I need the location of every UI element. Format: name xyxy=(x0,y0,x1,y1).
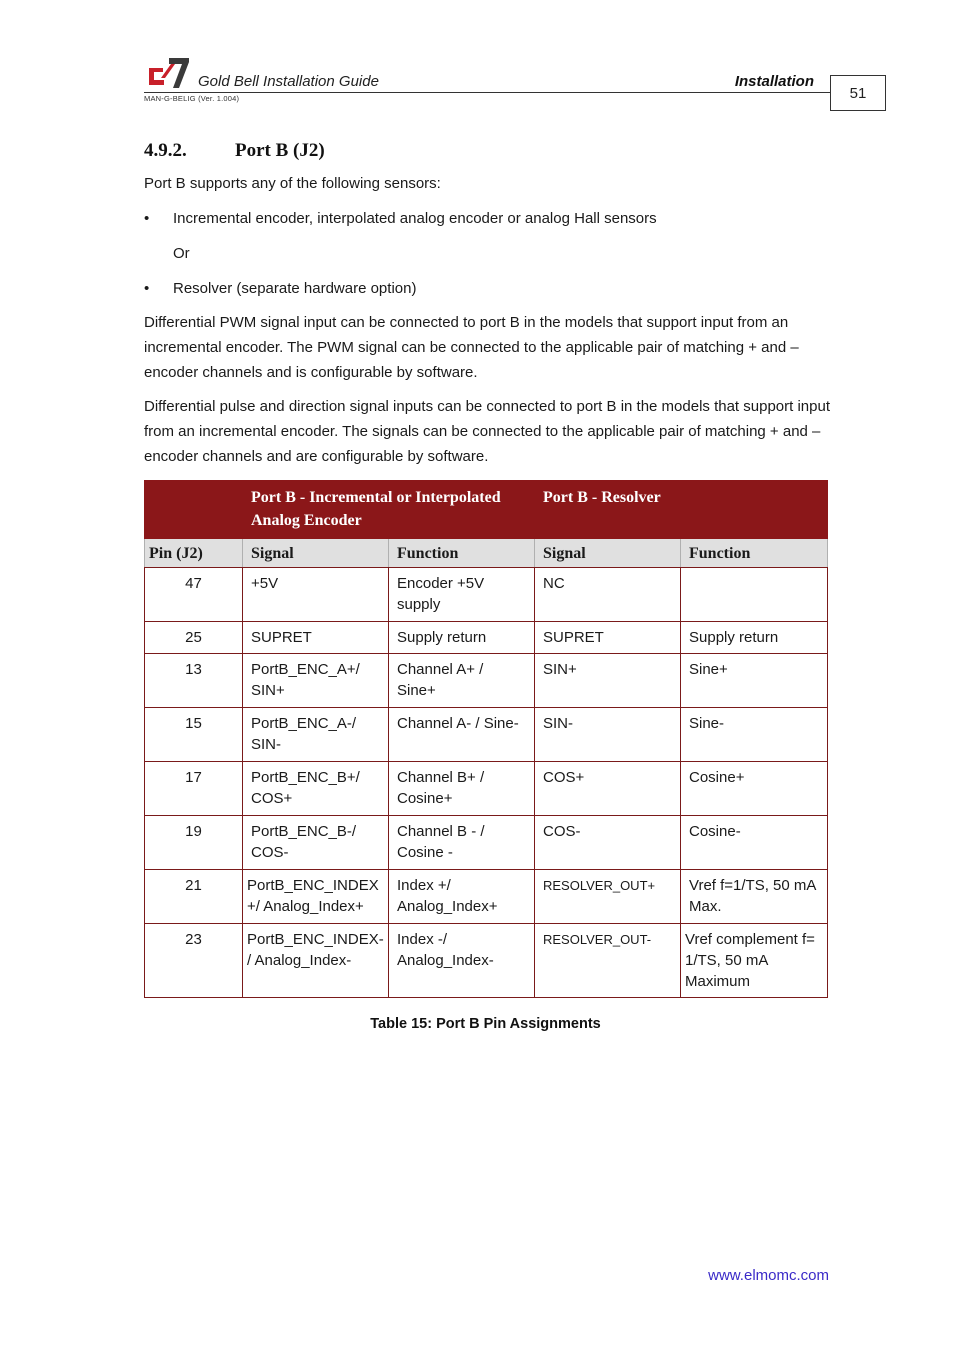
pin-cell: 17 xyxy=(145,762,243,816)
pin-cell: 47 xyxy=(145,568,243,622)
signal-cell: PortB_ENC_A+/ SIN+ xyxy=(243,654,389,708)
column-header-signal: Signal xyxy=(243,539,389,568)
pin-cell: 19 xyxy=(145,816,243,870)
group-header-blank xyxy=(145,481,243,539)
signal-cell: PortB_ENC_B+/ COS+ xyxy=(243,762,389,816)
function-cell: Index +/ Analog_Index+ xyxy=(389,870,535,924)
group-header-resolver: Port B - Resolver xyxy=(535,481,828,539)
signal-cell: PortB_ENC_INDEX +/ Analog_Index+ xyxy=(243,870,389,924)
function-cell: Channel B+ / Cosine+ xyxy=(389,762,535,816)
resolver-function-cell: Cosine- xyxy=(681,816,828,870)
resolver-function-cell: Supply return xyxy=(681,622,828,654)
resolver-signal-cell: SIN+ xyxy=(535,654,681,708)
column-header-resolver-signal: Signal xyxy=(535,539,681,568)
pin-assignment-table xyxy=(144,480,828,998)
resolver-signal-cell: RESOLVER_OUT- xyxy=(535,924,681,998)
document-title: Gold Bell Installation Guide xyxy=(198,73,379,90)
table-caption: Table 15: Port B Pin Assignments xyxy=(370,1016,601,1032)
signal-cell: SUPRET xyxy=(243,622,389,654)
pin-cell: 15 xyxy=(145,708,243,762)
section-title: Port B (J2) xyxy=(235,140,325,161)
column-header-pin: Pin (J2) xyxy=(145,539,243,568)
section-heading xyxy=(144,140,325,162)
intro-paragraph: Port B supports any of the following sensors: xyxy=(144,175,441,192)
table-row xyxy=(145,654,828,708)
table-row xyxy=(145,816,828,870)
list-item-text: Incremental encoder, interpolated analog encoder or analog Hall sensors xyxy=(173,210,657,227)
resolver-function-cell: Vref complement f= 1/TS, 50 mA Maximum xyxy=(681,924,828,998)
website-link[interactable]: www.elmomc.com xyxy=(708,1267,829,1284)
table-row xyxy=(145,622,828,654)
signal-cell: PortB_ENC_A-/ SIN- xyxy=(243,708,389,762)
function-cell: Index -/ Analog_Index- xyxy=(389,924,535,998)
function-cell: Channel A- / Sine- xyxy=(389,708,535,762)
section-number: 4.9.2. xyxy=(144,140,187,161)
resolver-signal-cell: COS+ xyxy=(535,762,681,816)
table-column-header-row xyxy=(145,539,828,568)
page-number: 51 xyxy=(830,75,886,111)
pulse-direction-paragraph: Differential pulse and direction signal inputs can be connected to port B in the models that support input from an incremental encoder. The signals can be connected to the applicable pair of matching + and – encoder channels and are configurable by software. xyxy=(144,398,830,465)
pin-cell: 25 xyxy=(145,622,243,654)
resolver-function-cell: Sine- xyxy=(681,708,828,762)
column-header-function: Function xyxy=(389,539,535,568)
resolver-signal-cell: NC xyxy=(535,568,681,622)
function-cell: Channel A+ / Sine+ xyxy=(389,654,535,708)
resolver-function-cell: Sine+ xyxy=(681,654,828,708)
resolver-signal-cell: SUPRET xyxy=(535,622,681,654)
resolver-signal-cell: RESOLVER_OUT+ xyxy=(535,870,681,924)
pin-cell: 21 xyxy=(145,870,243,924)
table-row xyxy=(145,708,828,762)
resolver-signal-cell: COS- xyxy=(535,816,681,870)
resolver-function-cell: Cosine+ xyxy=(681,762,828,816)
resolver-function-cell xyxy=(681,568,828,622)
function-cell: Channel B - / Cosine - xyxy=(389,816,535,870)
group-header-incremental: Port B - Incremental or Interpolated Analog Encoder xyxy=(243,481,535,539)
signal-cell: PortB_ENC_INDEX- / Analog_Index- xyxy=(243,924,389,998)
resolver-function-cell: Vref f=1/TS, 50 mA Max. xyxy=(681,870,828,924)
table-row xyxy=(145,568,828,622)
section-label: Installation xyxy=(734,73,814,90)
document-id: MAN-G-BELIG (Ver. 1.004) xyxy=(144,94,240,103)
pin-cell: 13 xyxy=(145,654,243,708)
table-row xyxy=(145,924,828,998)
header-divider xyxy=(144,92,830,93)
function-cell: Supply return xyxy=(389,622,535,654)
bullet-icon: • xyxy=(144,280,150,297)
elmo-logo-icon xyxy=(149,58,189,88)
pwm-paragraph: Differential PWM signal input can be connected to port B in the models that support input from an incremental encoder. The PWM signal can be connected to the applicable pair of matching + and – encoder channels and is configurable by software. xyxy=(144,314,799,381)
resolver-signal-cell: SIN- xyxy=(535,708,681,762)
signal-cell: +5V xyxy=(243,568,389,622)
or-text: Or xyxy=(173,245,190,262)
list-item-text: Resolver (separate hardware option) xyxy=(173,280,417,297)
table-row xyxy=(145,870,828,924)
table-row xyxy=(145,762,828,816)
bullet-icon: • xyxy=(144,210,150,227)
pin-cell: 23 xyxy=(145,924,243,998)
function-cell: Encoder +5V supply xyxy=(389,568,535,622)
column-header-resolver-function: Function xyxy=(681,539,828,568)
table-group-header-row xyxy=(145,481,828,539)
signal-cell: PortB_ENC_B-/ COS- xyxy=(243,816,389,870)
